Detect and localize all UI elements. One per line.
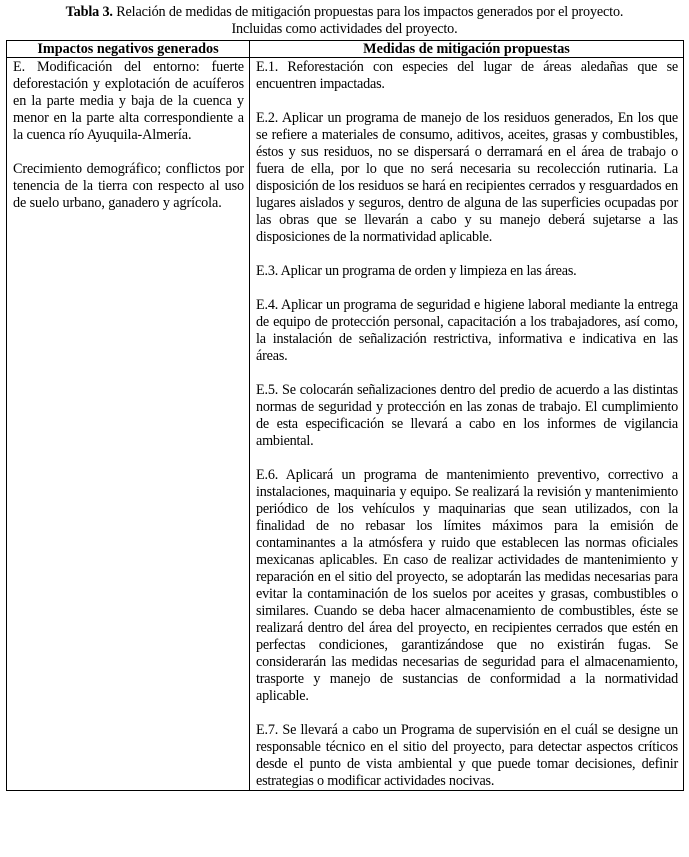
measure-paragraph-e2: E.2. Aplicar un programa de manejo de los residuos generados, En los que se refiere a materiales de consumo, aditivos, aceites, grasas y combustibles, éstos y sus residuos, no se dispersará o derramará en el área de trabajo o fuera de ella, por lo que no será necesaria su recolección rutinaria. La disposición de los residuos se hará en recipientes cerrados y resguardados en lugares aislados y seguros, dentro de alguna de las superficies ocupadas por las obras que se llevarán a cabo y su manejo deberá sujetarse a las disposiciones de la normatividad aplicable. bbox=[256, 110, 678, 245]
measures-cell bbox=[250, 58, 684, 791]
measure-paragraph-e6: E.6. Aplicará un programa de mantenimiento preventivo, correctivo a instalaciones, maquinaria y equipo. Se realizará la revisión y mantenimiento periódico de los vehículos y maquinarias que sean utilizados, con la finalidad de no rebasar los límites máximos para la emisión de contaminantes a la atmósfera y ruido que establecen las normas oficiales mexicanas aplicables. En caso de realizar actividades de mantenimiento y reparación en el sitio del proyecto, se adoptarán las medidas necesarias para evitar la contaminación de los suelos por aceites y grasas, combustibles o similares. Cuando se deba hacer almacenamiento de combustibles, éste se realizará dentro del área del proyecto, en recipientes cerrados que estén en perfectas condiciones, garantizándose que no existirán fugas. Se considerarán las medidas necesarias de seguridad para el almacenamiento, trasporte y manejo de sustancias de conformidad a la normatividad aplicable. bbox=[256, 467, 678, 704]
header-measures: Medidas de mitigación propuestas bbox=[250, 41, 684, 58]
mitigation-table bbox=[6, 40, 684, 791]
measure-paragraph-e5: E.5. Se colocarán señalizaciones dentro del predio de acuerdo a las distintas normas de seguridad y protección en las zonas de trabajo. El cumplimiento de esta especificación se llevará a cabo en los informes de vigilancia ambiental. bbox=[256, 382, 678, 449]
measure-paragraph-e7: E.7. Se llevará a cabo un Programa de supervisión en el cuál se designe un responsable técnico en el sitio del proyecto, para detectar aspectos críticos desde el punto de vista ambiental y que puede tomar decisiones, definir estrategias o modificar actividades nocivas. bbox=[256, 722, 678, 789]
impact-paragraph: Crecimiento demográfico; conflictos por tenencia de la tierra con respecto al uso de suelo urbano, ganadero y agrícola. bbox=[13, 161, 244, 211]
caption-label: Tabla 3. bbox=[65, 4, 113, 20]
measure-paragraph-e3: E.3. Aplicar un programa de orden y limpieza en las áreas. bbox=[256, 263, 577, 279]
caption-line-2: Incluidas como actividades del proyecto. bbox=[231, 20, 458, 37]
table-caption bbox=[0, 4, 689, 37]
caption-title: Relación de medidas de mitigación propuestas para los impactos generados por el proyecto. bbox=[112, 4, 624, 20]
measure-paragraph-e1: E.1. Reforestación con especies del lugar de áreas aledañas que se encuentren impactadas. bbox=[256, 59, 678, 92]
caption-line-1 bbox=[0, 4, 689, 21]
impacts-cell bbox=[7, 58, 250, 791]
table-header-row bbox=[7, 41, 684, 58]
header-impacts: Impactos negativos generados bbox=[7, 41, 250, 58]
impact-paragraph: E. Modificación del entorno: fuerte deforestación y explotación de acuíferos en la parte media y baja de la cuenca y menor en la parte alta correspondiente a la cuenca río Ayuquila-Almería. bbox=[13, 59, 244, 143]
table-row bbox=[7, 58, 684, 791]
measure-paragraph-e4: E.4. Aplicar un programa de seguridad e higiene laboral mediante la entrega de equipo de protección personal, capacitación a los trabajadores, así como, la instalación de señalización restrictiva, informativa e indicativa en las áreas. bbox=[256, 297, 678, 364]
